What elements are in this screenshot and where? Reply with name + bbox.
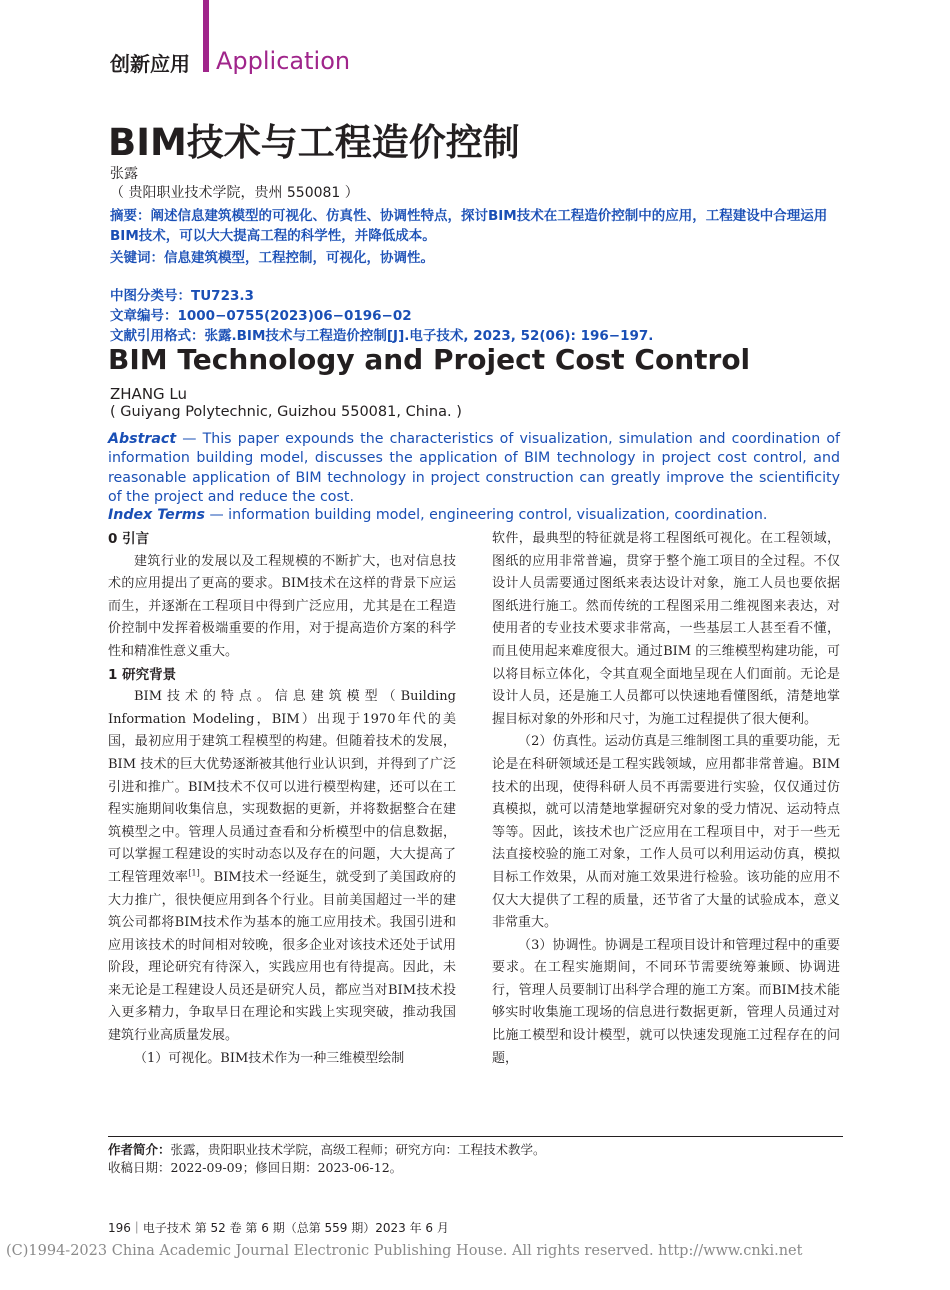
paragraph-visualization-start: （1）可视化。BIM技术作为一种三维模型绘制 (134, 1050, 405, 1066)
paragraph-coordination: （3）协调性。协调是工程项目设计和管理过程中的重要要求。在工程实施期间，不同环节需要统筹兼顾、协调进行，管理人员要制订出科学合理的施工方案。而BIM技术能够实时收集施工现场的信息进行数据更新，管理人员通过对比施工模型和设计模型，就可以快速发现施工过程存在的问题， (492, 937, 840, 1066)
page-footer: 196｜电子技术 第 52 卷 第 6 期（总第 559 期）2023 年 6 月 (108, 1221, 449, 1235)
paragraph-visualization-cont: 软件，最典型的特征就是将工程图纸可视化。在工程领域，图纸的应用非常普遍，贯穿于整个施工项目的全过程。不仅设计人员需要通过图纸来表达设计对象，施工人员也要依据图纸进行施工。然而传统的工程图采用二维视图来表达，对使用者的专业技术要求非常高，一些基层工人甚至看不懂，而且使用起来难度很大。通过BIM 的三维模型构建功能，可以将目标立体化，令其直观全面地呈现在人们面前。无论是设计人员，还是施工人员都可以快速地看懂图纸，清楚地掌握目标对象的外形和尺寸，为施工过程提供了很大便利。 (492, 531, 840, 727)
paragraph-simulation: （2）仿真性。运动仿真是三维制图工具的重要功能，无论是在科研领域还是工程实践领域，应用都非常普遍。BIM技术的出现，使得科研人员不再需要进行实验，仅仅通过仿真模拟，就可以清楚地掌握研究对象的受力情况、运动特点等等。因此，该技术也广泛应用在工程项目中，对于一些无法直接校验的施工对象，工作人员可以利用运动仿真，模拟目标工作效果，从而对施工效果进行检验。该功能的应用不仅大大提供了工程的质量，还节省了大量的试验成本，意义非常重大。 (492, 734, 840, 931)
clc-number: 中图分类号：TU723.3 (110, 288, 254, 304)
body-column-right (492, 528, 840, 1070)
index-terms-label: Index Terms (108, 507, 205, 523)
footnote-divider (108, 1136, 843, 1137)
author-cn: 张露 (110, 166, 138, 182)
copyright-watermark: (C)1994-2023 China Academic Journal Electronic Publishing House. All rights reserved. http://www.cnki.net (6, 1243, 803, 1259)
received-dates: 收稿日期：2022-09-09；修回日期：2023-06-12。 (108, 1160, 403, 1175)
abstract-en-label: Abstract (108, 431, 177, 447)
abstract-en (108, 430, 840, 508)
affiliation-en: ( Guiyang Polytechnic, Guizhou 550081, China. ) (110, 404, 462, 420)
author-bio-text: 张露，贵阳职业技术学院，高级工程师；研究方向：工程技术教学。 (170, 1142, 546, 1157)
section-heading-background: 1 研究背景 (108, 666, 177, 683)
author-bio-label: 作者简介： (108, 1142, 171, 1157)
section-label-cn: 创新应用 (110, 52, 190, 76)
citation-ref-1: [1] (188, 868, 200, 878)
paragraph-background-part2: 。BIM技术一经诞生，就受到了美国政府的大力推广，很快便应用到各个行业。目前美国超过一半的建筑公司都将BIM技术作为基本的施工应用技术。我国引进和应用该技术的时间相对较晚，很多企业对该技术还处于试用阶段，理论研究有待深入，实践应用也有待提高。因此，未来无论是工程建设人员还是研究人员，都应当对BIM技术投入更多精力，争取早日在理论和实践上实现突破，推动我国建筑行业高质量发展。 (108, 869, 456, 1044)
author-bio (108, 1140, 546, 1158)
paragraph-background-part1: BIM技术的特点。信息建筑模型（Building Information Modeling，BIM）出现于1970年代的美国，最初应用于建筑工程模型的构建。但随着技术的发展，BIM 技术的巨大优势逐渐被其他行业认识到，并得到了广泛引进和推广。BIM技术不仅可以进行模型构建，还可以在工程实施期间收集信息，实现数据的更新，并将数据整合在建筑模型之中。管理人员通过查看和分析模型中的信息数据，可以掌握工程建设的实时动态以及存在的问题，大大提高了工程管理效率 (108, 689, 456, 885)
section-label-en: Application (216, 47, 351, 75)
section-divider-bar (203, 0, 209, 72)
author-en: ZHANG Lu (110, 385, 188, 403)
affiliation-cn: （ 贵阳职业技术学院，贵州 550081 ） (110, 185, 359, 201)
paragraph-introduction: 建筑行业的发展以及工程规模的不断扩大，也对信息技术的应用提出了更高的要求。BIM技术在这样的背景下应运而生，并逐渐在工程项目中得到广泛应用，尤其是在工程造价控制中发挥着极端重要的作用，对于提高造价方案的科学性和精准性意义重大。 (108, 553, 456, 659)
body-column-left (108, 528, 456, 1070)
abstract-cn: 摘要：阐述信息建筑模型的可视化、仿真性、协调性特点，探讨BIM技术在工程造价控制中的应用，工程建设中合理运用BIM技术，可以大大提高工程的科学性，并降低成本。 (110, 208, 828, 244)
article-title-en: BIM Technology and Project Cost Control (108, 343, 751, 376)
abstract-en-text: — This paper expounds the characteristics of visualization, simulation and coordination of information building model, discusses the application of BIM technology in project cost control, and reasonable application of BIM technology in project construction can greatly improve the scientificity of the project and reduce the cost. (108, 431, 840, 506)
paragraph-background (108, 686, 456, 1048)
section-heading-introduction: 0 引言 (108, 531, 150, 547)
keywords-cn: 关键词：信息建筑模型，工程控制，可视化，协调性。 (110, 250, 434, 266)
index-terms-text: — information building model, engineering control, visualization, coordination. (204, 507, 768, 523)
article-title-cn: BIM技术与工程造价控制 (108, 121, 520, 164)
citation-format: 文献引用格式：张露.BIM技术与工程造价控制[J].电子技术, 2023, 52(06): 196−197. (110, 328, 654, 344)
index-terms (108, 507, 767, 523)
article-number: 文章编号：1000−0755(2023)06−0196−02 (110, 308, 412, 324)
